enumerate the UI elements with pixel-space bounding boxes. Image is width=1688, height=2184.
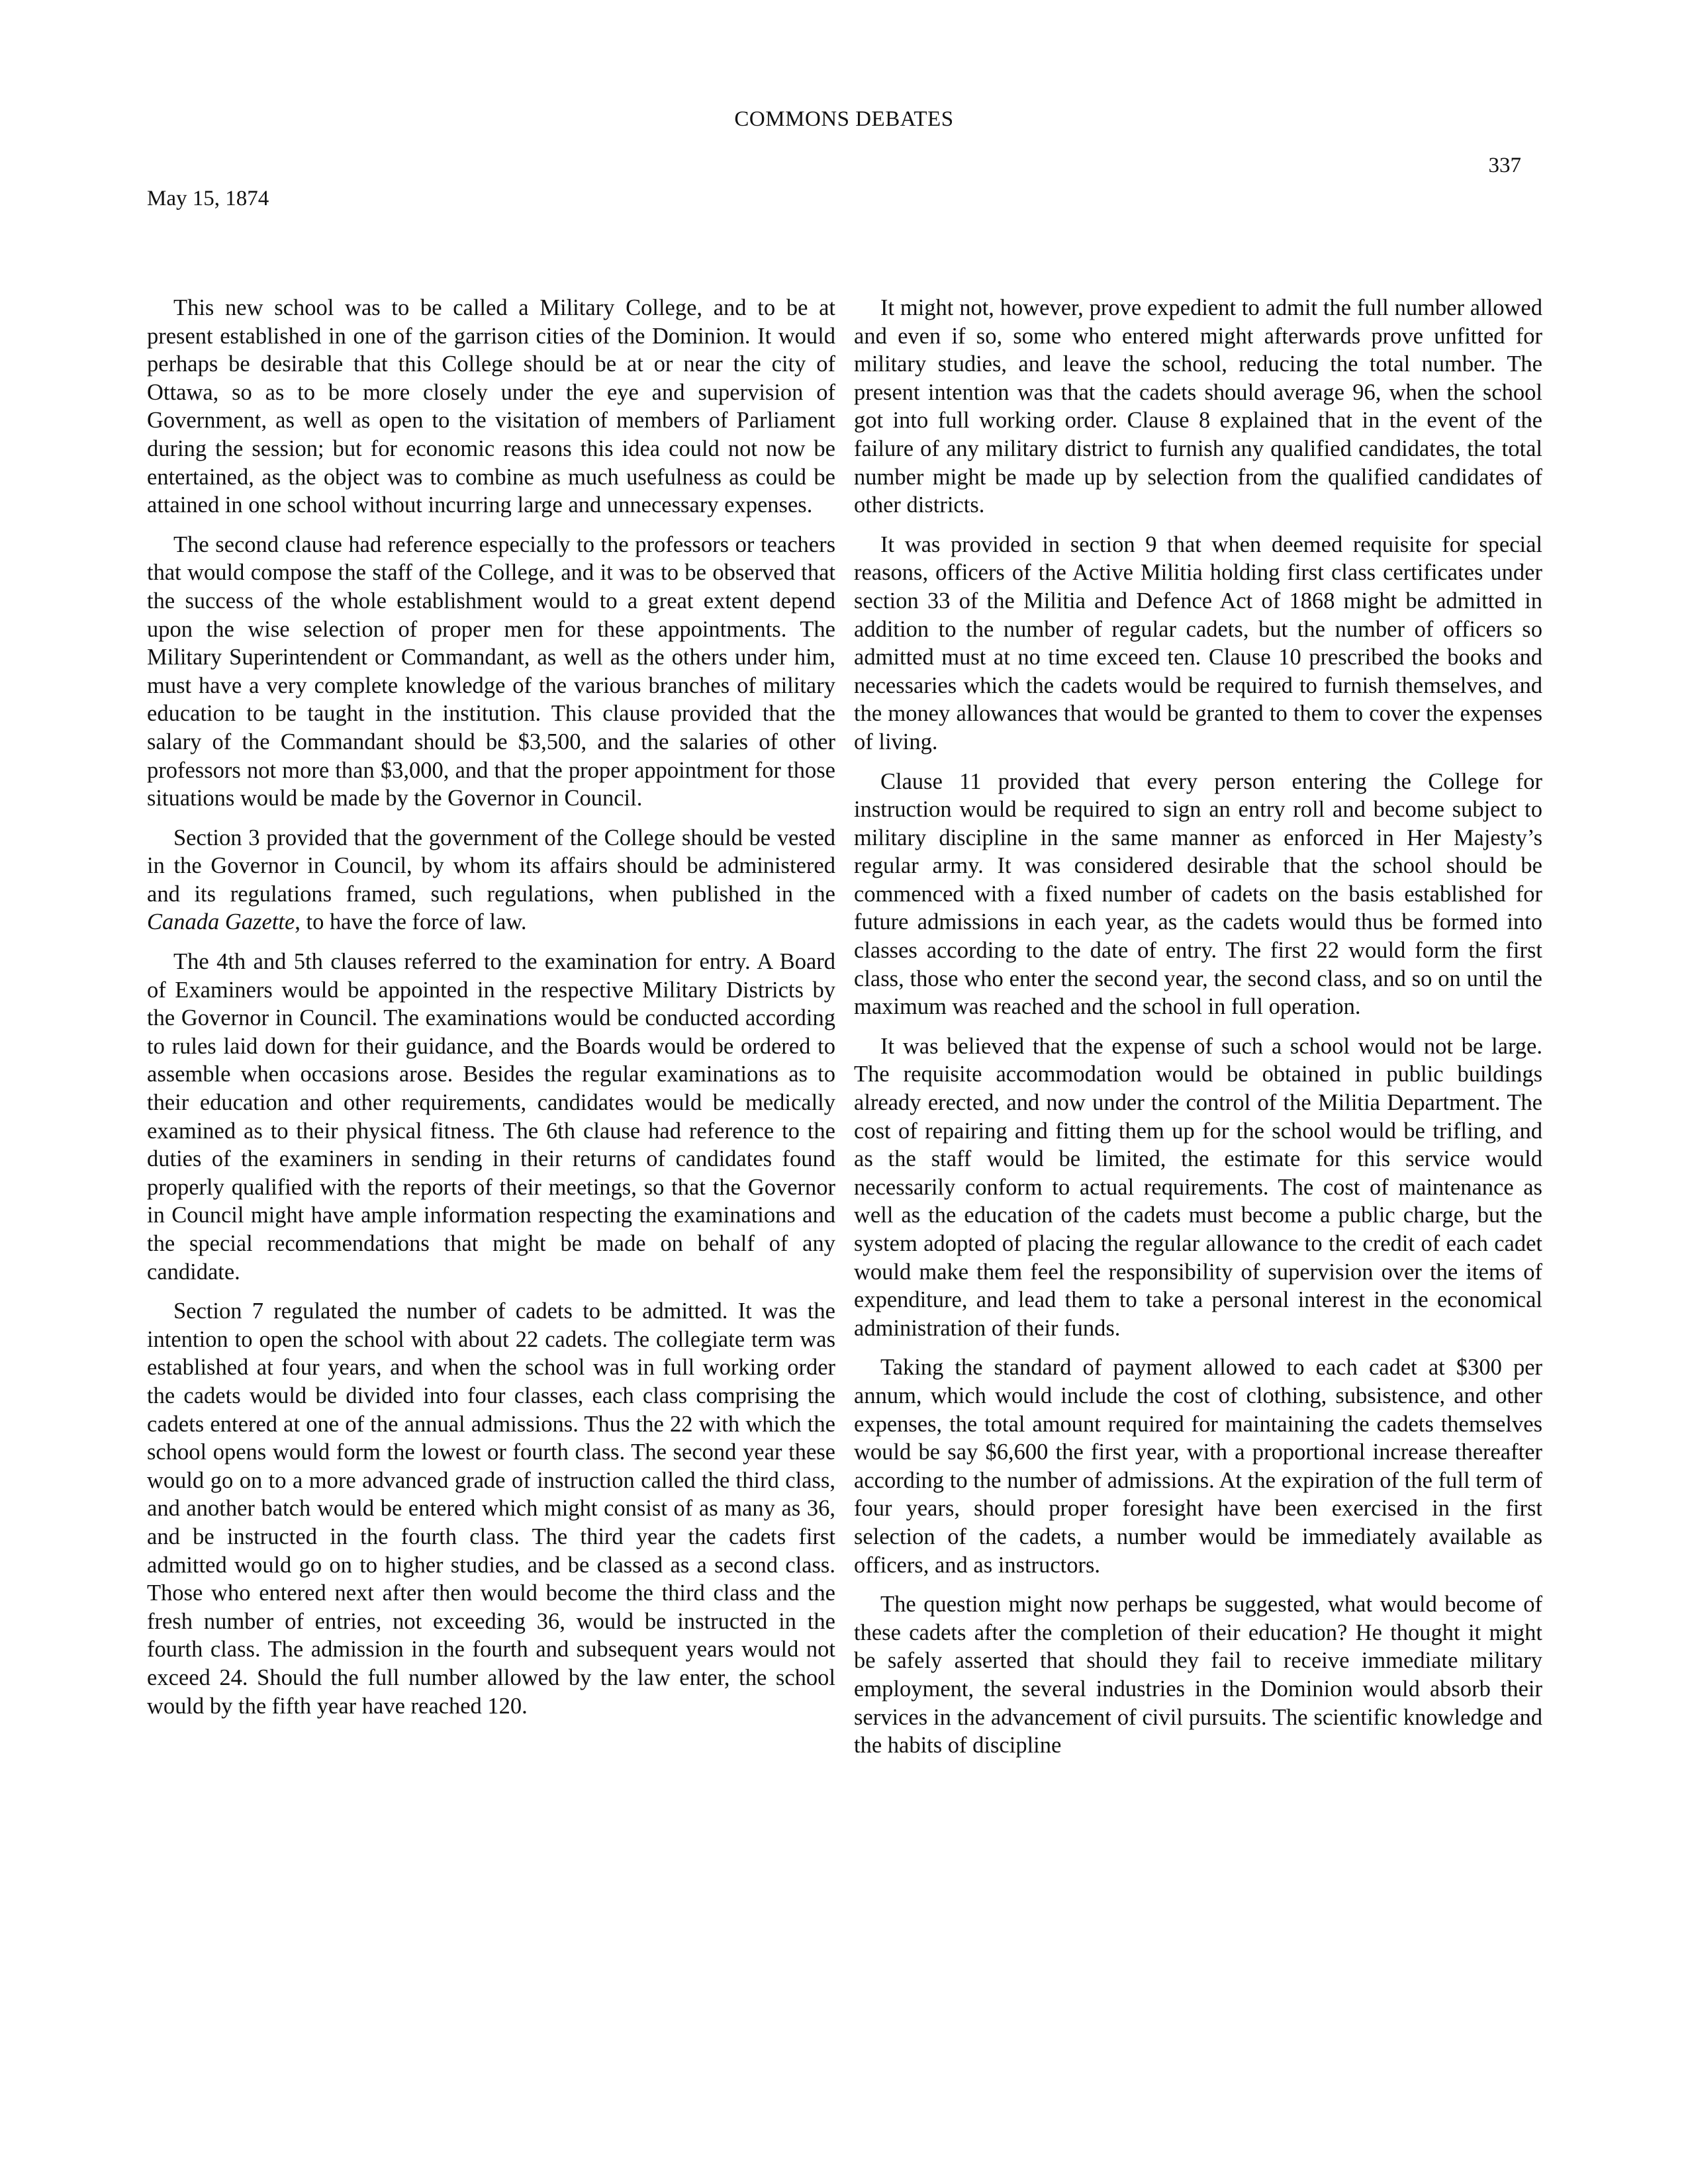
running-head: COMMONS DEBATES: [734, 107, 954, 131]
paragraph: The question might now perhaps be suggested, what would become of these cadets after the completion of their education? He thought it might be safely asserted that should they fail to receive immediate military employment, the several industries in the Dominion would absorb their services in the advancement of civil pursuits. The scientific knowledge and the habits of discipline: [854, 1592, 1542, 1758]
debate-date: May 15, 1874: [147, 187, 269, 210]
paragraph: The second clause had reference especially to the professors or teachers that would compose the staff of the College, and it was to be observed that the success of the whole establishment would to a great extent depend upon the wise selection of proper men for these appointments. The Military Superintendent or Commandant, as well as the others under him, must have a very complete knowledge of the various branches of military education to be taught in the institution. This clause provided that the salary of the Commandant should be $3,500, and the salaries of other professors not more than $3,000, and that the proper appointment for those situations would be made by the Governor in Council.: [147, 531, 835, 811]
gazette-title: Canada Gazette: [147, 909, 295, 935]
paragraph: Section 7 regulated the number of cadets to be admitted. It was the intention to open the school with about 22 cadets. The collegiate term was established at four years, and when the school was in full working order the cadets would be divided into four classes, each class comprising the cadets entered at one of the annual admissions. Thus the 22 with which the school opens would form the lowest or fourth class. The second year these would go on to a more advanced grade of instruction called the third class, and another batch would be entered which might consist of as many as 36, and be instructed in the fourth class. The third year the cadets first admitted would go on to higher studies, and be classed as a second class. Those who entered next after then would become the third class and the fresh number of entries, not exceeding 36, would be instructed in the fourth class. The admission in the fourth and subsequent years would not exceed 24. Should the full number allowed by the law enter, the school would by the fifth year have reached 120.: [147, 1298, 835, 1719]
paragraph-text: , to have the force of law.: [295, 909, 527, 935]
paragraph: It might not, however, prove expedient to admit the full number allowed and even if so, some who entered might afterwards prove unfitted for military studies, and leave the school, reducing the total number. The present intention was that the cadets should average 96, when the school got into full working order. Clause 8 explained that in the event of the failure of any military district to furnish any qualified candidates, the total number might be made up by selection from the qualified candidates of other districts.: [854, 295, 1542, 518]
page-number: 337: [1488, 154, 1521, 177]
paragraph: The 4th and 5th clauses referred to the examination for entry. A Board of Examiners would be appointed in the respective Military Districts by the Governor in Council. The examinations would be conducted according to rules laid down for their guidance, and the Boards would be ordered to assemble when occasions arose. Besides the regular examinations as to their education and other requirements, candidates would be medically examined as to their physical fitness. The 6th clause had reference to the duties of the examiners in sending in their returns of candidates found properly qualified with the reports of their meetings, so that the Governor in Council might have ample information respecting the examinations and the special recommendations that might be made on behalf of any candidate.: [147, 949, 835, 1285]
paragraph: It was believed that the expense of such a school would not be large. The requisite accommodation would be obtained in public buildings already erected, and now under the control of the Militia Department. The cost of repairing and fitting them up for the school would be trifling, and as the staff would be limited, the estimate for this service would necessarily conform to actual requirements. The cost of maintenance as well as the education of the cadets must become a public charge, but the system adopted of placing the regular allowance to the credit of each cadet would make them feel the responsibility of supervision over the items of expenditure, and lead them to take a personal interest in the economical administration of their funds.: [854, 1033, 1542, 1341]
right-column: [854, 294, 1542, 1771]
paragraph: Taking the standard of payment allowed to each cadet at $300 per annum, which would include the cost of clothing, subsistence, and other expenses, the total amount required for maintaining the cadets themselves would be say $6,600 the first year, with a proportional increase thereafter according to the number of admissions. At the expiration of the full term of four years, should proper foresight have been exercised in the first selection of the cadets, a number would be immediately available as officers, and as instructors.: [854, 1355, 1542, 1578]
paragraph: Clause 11 provided that every person entering the College for instruction would be required to sign an entry roll and become subject to military discipline in the same manner as enforced in Her Majesty’s regular army. It was considered desirable that the school should be commenced with a fixed number of cadets on the basis established for future admissions in each year, as the cadets would thus be formed into classes according to the date of entry. The first 22 would form the first class, those who enter the second year, the second class, and so on until the maximum was reached and the school in full operation.: [854, 768, 1542, 1020]
paragraph: It was provided in section 9 that when deemed requisite for special reasons, officers of the Active Militia holding first class certificates under section 33 of the Militia and Defence Act of 1868 might be admitted in addition to the number of regular cadets, but the number of officers so admitted must at no time exceed ten. Clause 10 prescribed the books and necessaries which the cadets would be required to furnish themselves, and the money allowances that would be granted to them to cover the expenses of living.: [854, 531, 1542, 754]
paragraph: This new school was to be called a Military College, and to be at present established in one of the garrison cities of the Dominion. It would perhaps be desirable that this College should be at or near the city of Ottawa, so as to be more closely under the eye and supervision of Government, as well as open to the visitation of members of Parliament during the session; but for economic reasons this idea could not now be entertained, as the object was to combine as much usefulness as could be attained in one school without incurring large and unnecessary expenses.: [147, 295, 835, 518]
paragraph: [147, 824, 835, 936]
left-column: [147, 294, 835, 1731]
paragraph-text: Section 3 provided that the government of the College should be vested in the Governor in Council, by whom its affairs should be administered and its regulations framed, such regulations, when published in the: [147, 825, 835, 907]
